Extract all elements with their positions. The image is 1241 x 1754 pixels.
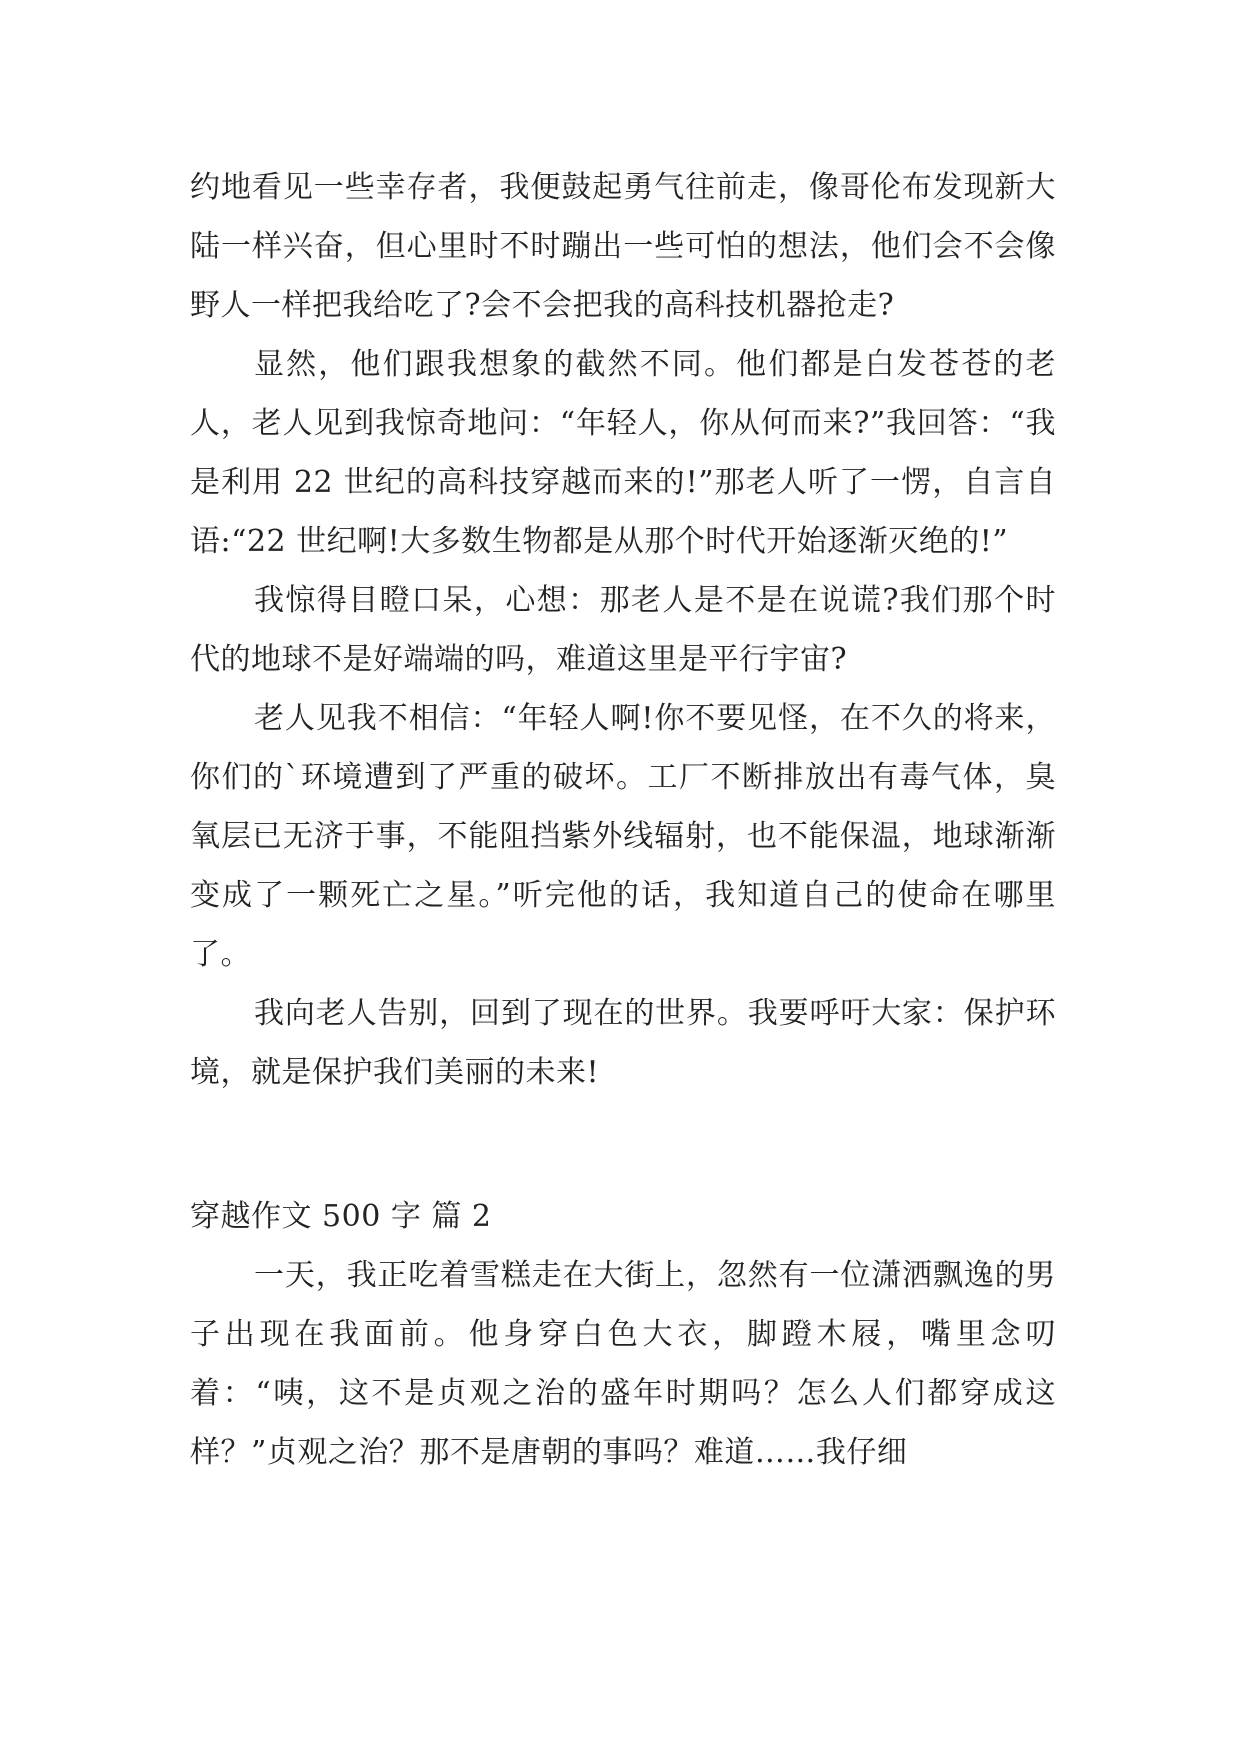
paragraph: 一天，我正吃着雪糕走在大街上，忽然有一位潇洒飘逸的男子出现在我面前。他身穿白色大衣，脚蹬木屐，嘴里念叨着：“咦，这不是贞观之治的盛年时期吗？怎么人们都穿成这样？”贞观之治？那不是唐朝的事吗？难道……我仔细 [190, 1258, 1056, 1470]
document-body [190, 158, 1056, 1482]
paragraph-continuation: 约地看见一些幸存者，我便鼓起勇气往前走，像哥伦布发现新大陆一样兴奋，但心里时不时蹦出一些可怕的想法，他们会不会像野人一样把我给吃了?会不会把我的高科技机器抢走? [190, 170, 1056, 323]
paragraph: 显然，他们跟我想象的截然不同。他们都是白发苍苍的老人，老人见到我惊奇地问：“年轻人，你从何而来?”我回答：“我是利用 22 世纪的高科技穿越而来的!”那老人听了一愣，自言自语:“22 世纪啊!大多数生物都是从那个时代开始逐渐灭绝的!” [190, 347, 1056, 559]
paragraph: 老人见我不相信：“年轻人啊!你不要见怪，在不久的将来，你们的`环境遭到了严重的破坏。工厂不断排放出有毒气体，臭氧层已无济于事，不能阻挡紫外线辐射，也不能保温，地球渐渐变成了一颗死亡之星。”听完他的话，我知道自己的使命在哪里了。 [190, 701, 1056, 972]
section-title: 穿越作文 500 字 篇 2 [190, 1199, 492, 1234]
paragraph: 我惊得目瞪口呆，心想：那老人是不是在说谎?我们那个时代的地球不是好端端的吗，难道这里是平行宇宙? [190, 583, 1056, 677]
paragraph: 我向老人告别，回到了现在的世界。我要呼吁大家：保护环境，就是保护我们美丽的未来! [190, 996, 1056, 1090]
